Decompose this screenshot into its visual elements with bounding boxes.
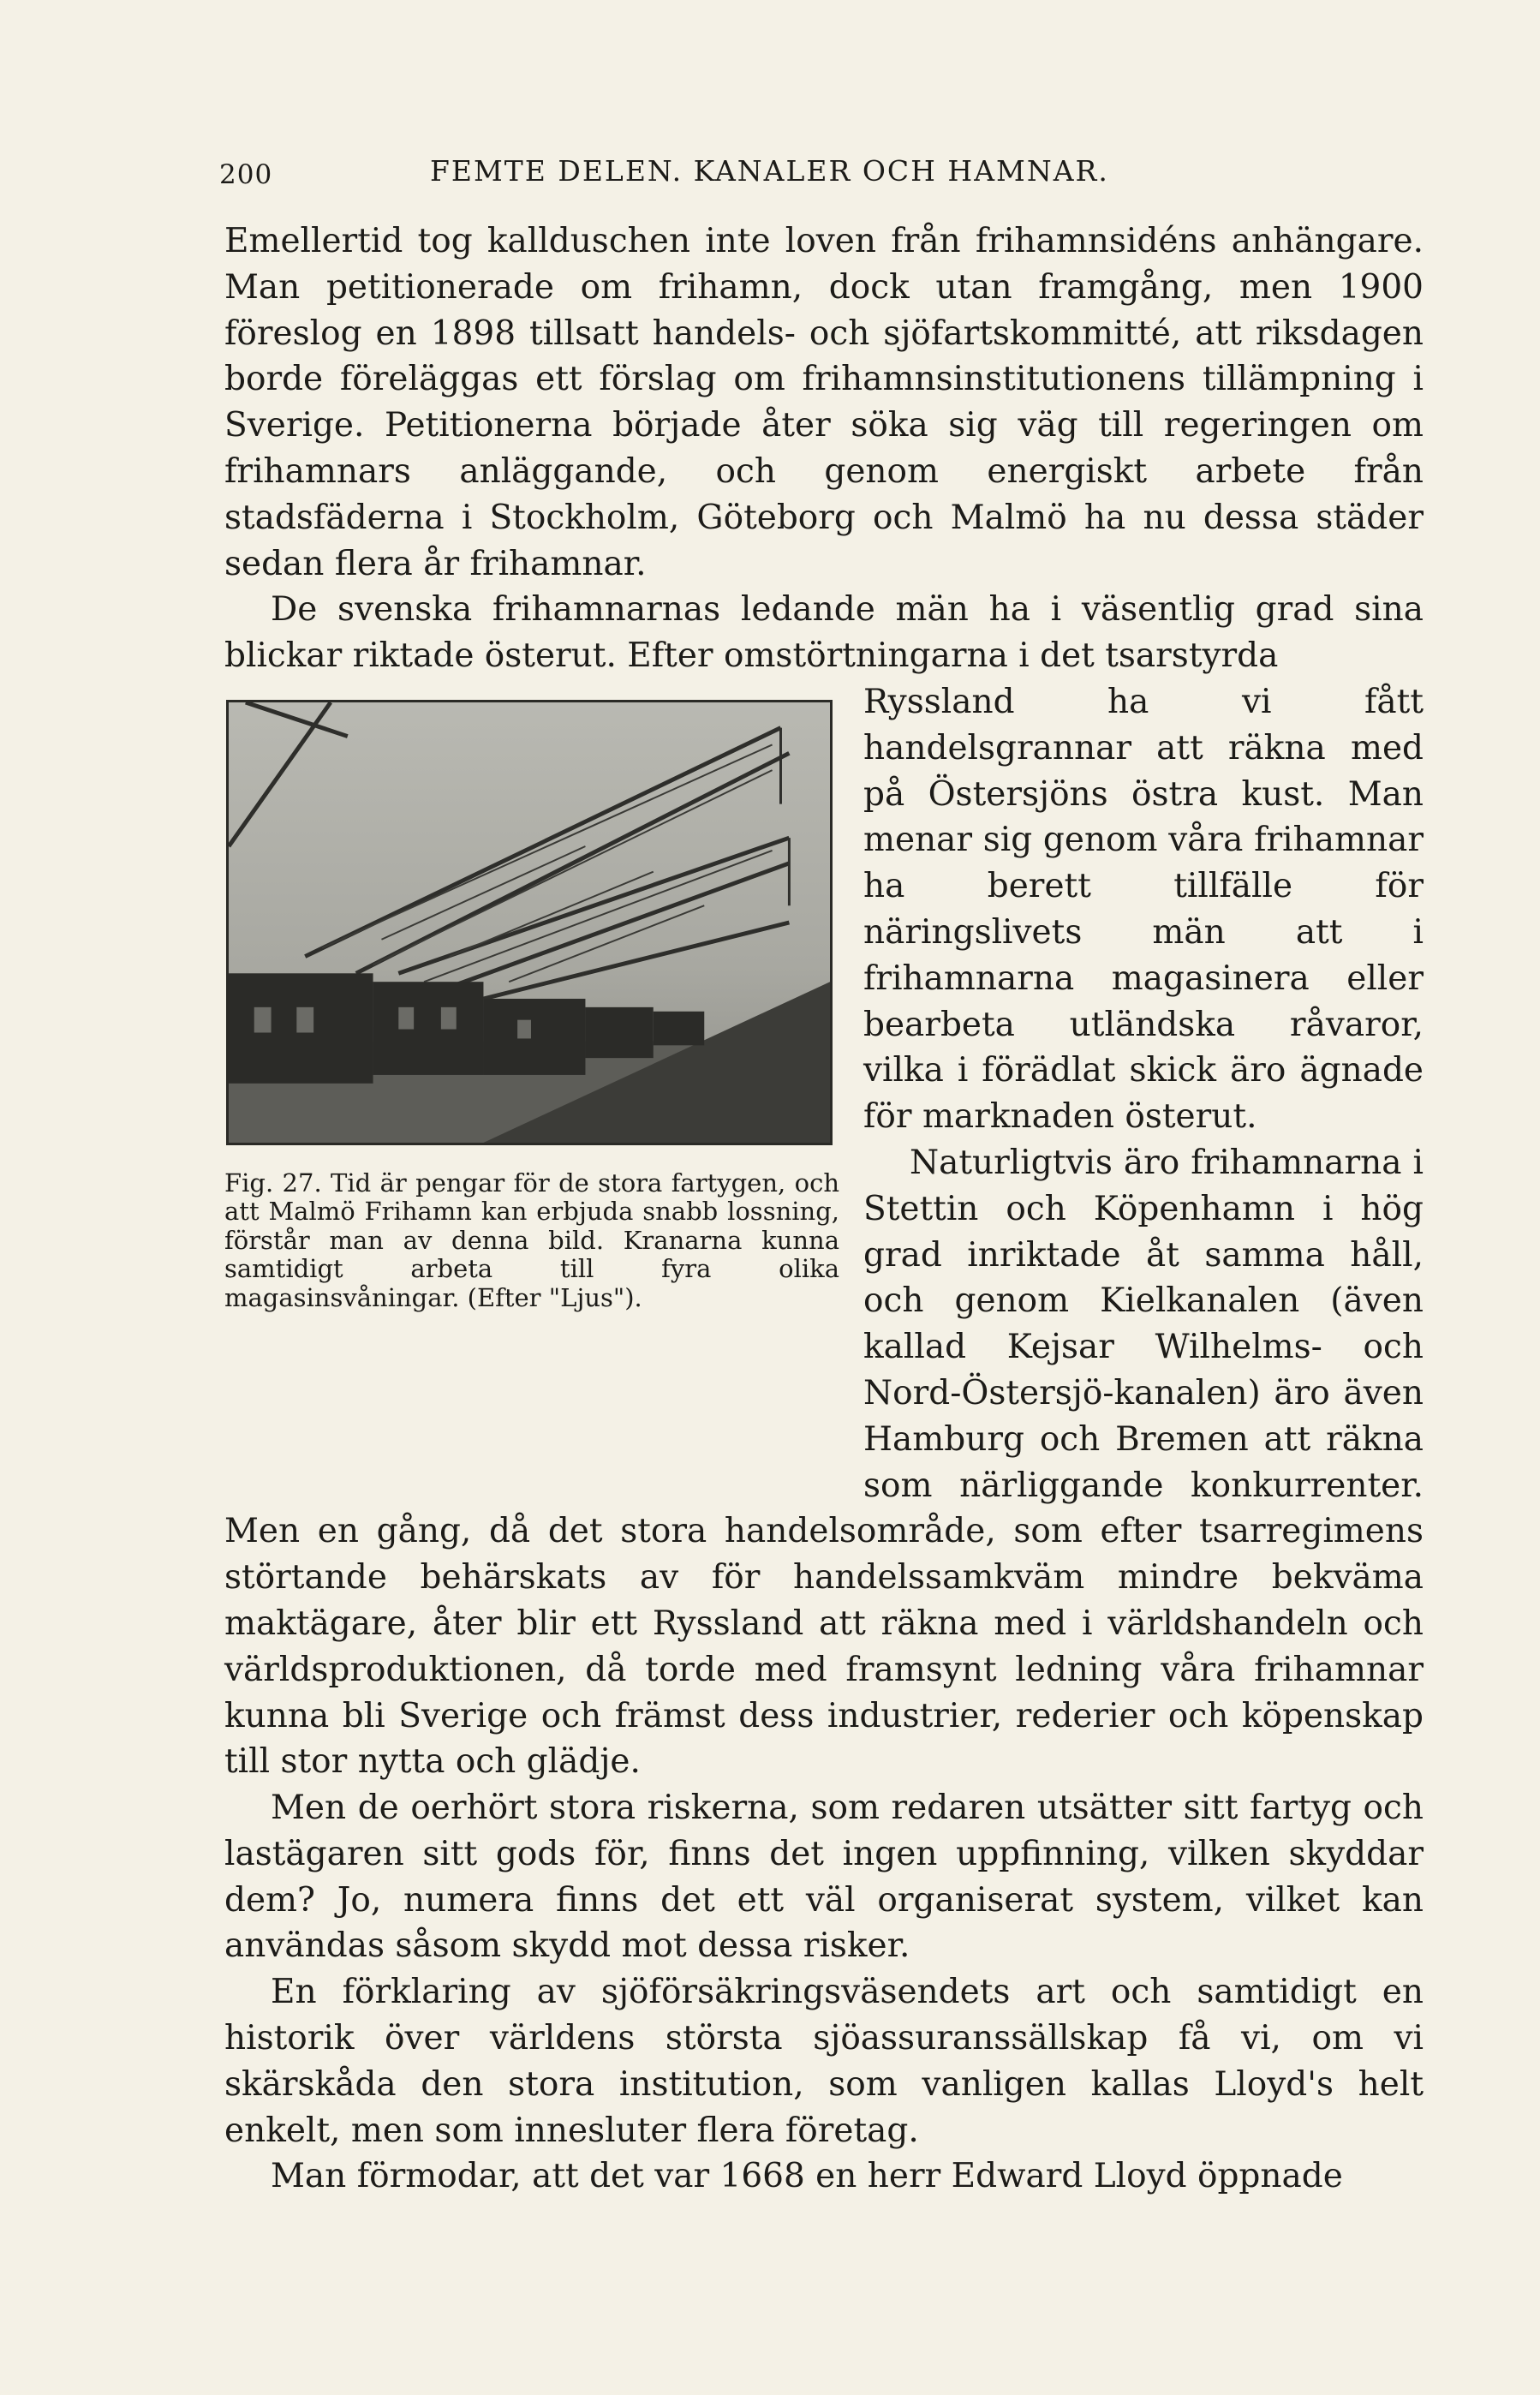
paragraph: Ryssland ha vi fått handelsgrannar att räkna med på Östersjöns östra kust. Man menar sig genom våra frihamnar ha berett tillfälle för näringslivets män att i frihamnarna magasinera eller bearbeta utländska råvaror, vilka i förädlat skick äro ägnade för marknaden österut. — [863, 682, 1424, 1137]
paragraph: Naturligtvis äro frihamnarna i Stettin och Köpenhamn i hög grad inriktade åt samma håll, och genom Kielkanalen (även kallad Kejsar Wilhelms- och Nord-Östersjö-kanalen) äro även Hamburg och Bremen att räkna som närliggande konkurrenter. Men en gång, då det stora handelsområde, som efter tsarregimens störtande behärskats av för handelssamkväm mindre bekväma maktägare, åter blir ett Ryssland att räkna med i världshandeln och världsproduktionen, då torde med framsynt ledning våra frihamnar kunna bli Sverige och främst dess industrier, rederier och köpenskap till stor nytta och glädje. — [224, 1143, 1424, 1782]
paragraph: Men de oerhört stora riskerna, som redaren utsätter sitt fartyg och lastägaren sitt gods för, finns det ingen uppfinning, vilken skyddar dem? Jo, numera finns det ett väl organiserat system, vilket kan användas såsom skydd mot dessa risker. — [224, 1789, 1424, 1966]
page-number: 200 — [219, 159, 273, 190]
figure — [224, 690, 839, 1460]
figure-caption: Fig. 27. Tid är pengar för de stora fartygen, och att Malmö Frihamn kan erbjuda snabb lossning, förstår man av denna bild. Kranarna kunna samtidigt arbeta till fyra olika magasinsvåningar. (Efter "Ljus"). — [224, 1168, 839, 1312]
body-text — [224, 218, 1424, 2200]
paragraph: Emellertid tog kallduschen inte loven från frihamnsidéns anhängare. Man petitionerade om frihamn, dock utan framgång, men 1900 föreslog en 1898 tillsatt handels- och sjöfartskommitté, att riksdagen borde föreläggas ett förslag om frihamnsinstitutionens tillämpning i Sverige. Petitionerna började åter söka sig väg till regeringen om frihamnars anläggande, och genom energiskt arbete från stadsfäderna i Stockholm, Göteborg och Malmö ha nu dessa städer sedan flera år frihamnar. — [224, 222, 1424, 583]
paragraph: En förklaring av sjöförsäkringsväsendets art och samtidigt en historik över världens största sjöassuranssällskap få vi, om vi skärskåda den stora institution, som vanligen kallas Lloyd's helt enkelt, men som innesluter flera företag. — [224, 1973, 1424, 2150]
paragraph: De svenska frihamnarnas ledande män ha i väsentlig grad sina blickar riktade österut. Efter omstörtningarna i det tsarstyrda — [224, 590, 1424, 676]
running-title: FEMTE DELEN. KANALER OCH HAMNAR. — [430, 154, 1109, 188]
paragraph: Man förmodar, att det var 1668 en herr Edward Lloyd öppnade — [271, 2157, 1343, 2196]
harbor-cranes-photo — [226, 700, 833, 1145]
